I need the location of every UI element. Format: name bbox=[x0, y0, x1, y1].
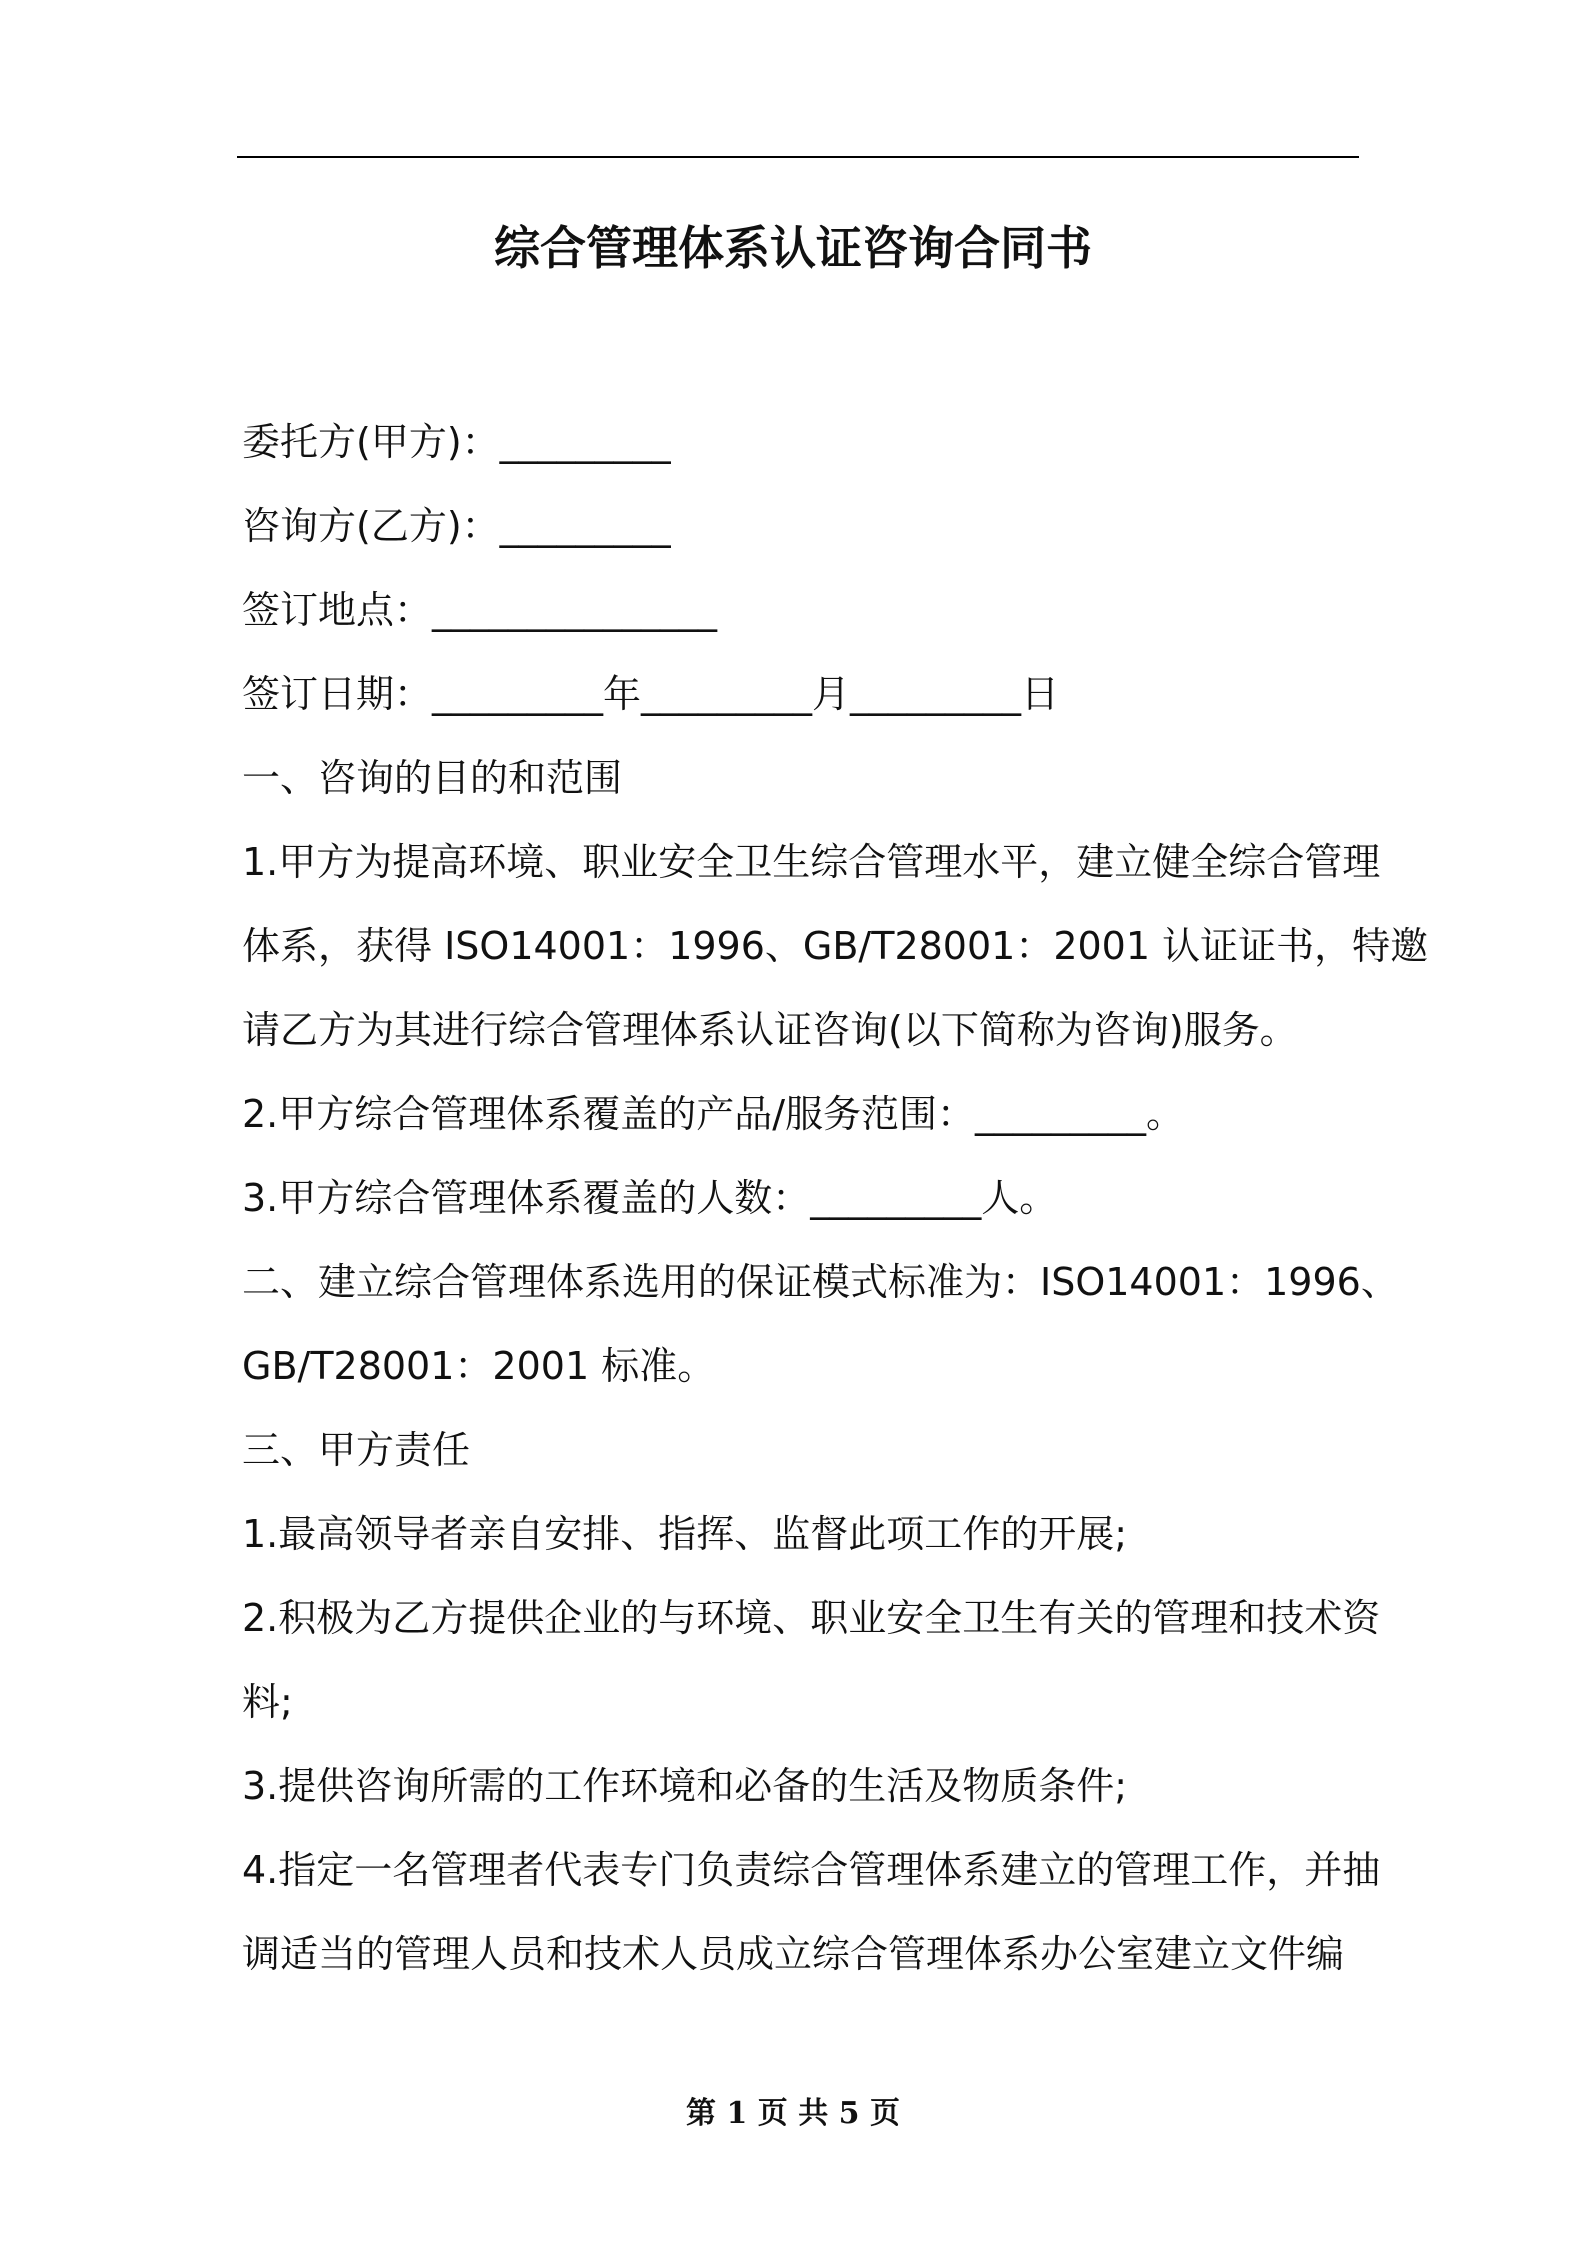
party-a-line: 委托方(甲方)：_________ bbox=[242, 420, 671, 464]
section-heading-1: 一、咨询的目的和范围 bbox=[242, 756, 623, 800]
paragraph-line: 1.最高领导者亲自安排、指挥、监督此项工作的开展; bbox=[242, 1512, 1128, 1556]
paragraph-line: 3.甲方综合管理体系覆盖的人数：_________人。 bbox=[242, 1176, 1058, 1220]
signing-place-line: 签订地点：_______________ bbox=[242, 588, 718, 632]
party-b-line: 咨询方(乙方)：_________ bbox=[242, 504, 671, 548]
paragraph-line: 体系，获得 ISO14001：1996、GB/T28001：2001 认证证书，特邀 bbox=[242, 924, 1429, 968]
paragraph-line: 4.指定一名管理者代表专门负责综合管理体系建立的管理工作，并抽 bbox=[242, 1848, 1381, 1892]
paragraph-line: 料; bbox=[242, 1680, 293, 1724]
page-number-footer: 第 1 页 共 5 页 bbox=[686, 2096, 900, 2131]
header-rule bbox=[237, 156, 1359, 158]
paragraph-line: 请乙方为其进行综合管理体系认证咨询(以下简称为咨询)服务。 bbox=[242, 1008, 1298, 1052]
paragraph-line: 2.甲方综合管理体系覆盖的产品/服务范围：_________。 bbox=[242, 1092, 1185, 1136]
paragraph-line: 调适当的管理人员和技术人员成立综合管理体系办公室建立文件编 bbox=[242, 1932, 1345, 1976]
paragraph-line: 2.积极为乙方提供企业的与环境、职业安全卫生有关的管理和技术资 bbox=[242, 1596, 1381, 1640]
signing-date-line: 签订日期：_________年_________月_________日 bbox=[242, 672, 1060, 716]
section-heading-2: 二、建立综合管理体系选用的保证模式标准为：ISO14001：1996、 bbox=[242, 1260, 1399, 1304]
paragraph-line: 1.甲方为提高环境、职业安全卫生综合管理水平，建立健全综合管理 bbox=[242, 840, 1381, 884]
paragraph-line: 3.提供咨询所需的工作环境和必备的生活及物质条件; bbox=[242, 1764, 1128, 1808]
document-title: 综合管理体系认证咨询合同书 bbox=[494, 221, 1092, 275]
paragraph-line: GB/T28001：2001 标准。 bbox=[242, 1344, 716, 1388]
document-body bbox=[242, 400, 1429, 1996]
section-heading-3: 三、甲方责任 bbox=[242, 1428, 471, 1472]
